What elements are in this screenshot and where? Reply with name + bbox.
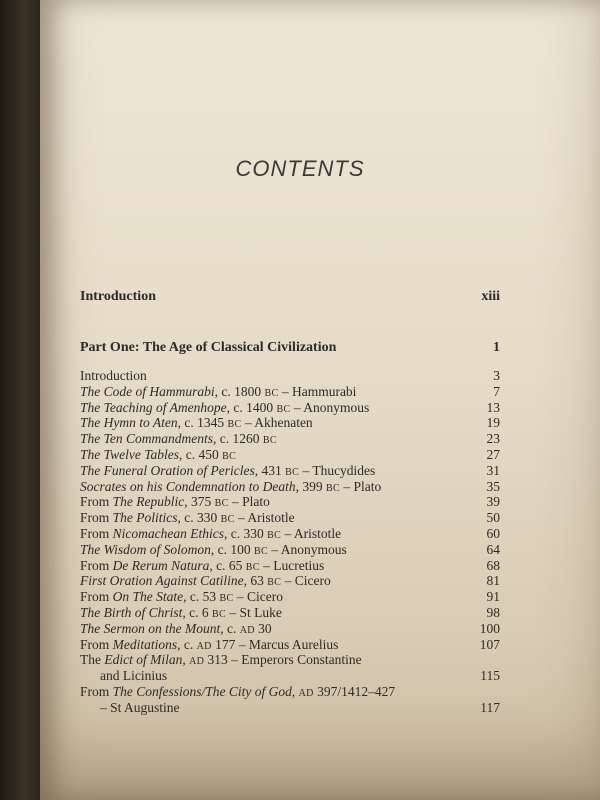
toc-part-one	[80, 339, 500, 357]
toc-entry-page: 60	[486, 526, 500, 541]
toc-entry-title: From The Politics, c. 330 BC – Aristotle	[80, 510, 295, 526]
toc-entry-page: 35	[486, 478, 500, 494]
toc-entry-page: 39	[486, 494, 500, 510]
toc-entry-title: Introduction	[80, 368, 147, 383]
toc-entry-title: From On The State, c. 53 BC – Cicero	[80, 589, 283, 605]
toc-introduction	[80, 288, 500, 306]
toc-entry-page: 23	[486, 431, 500, 447]
toc-entry-title: From De Rerum Natura, c. 65 BC – Lucretius	[80, 557, 325, 573]
toc-entry-title: The Hymn to Aten, c. 1345 BC – Akhenaten	[80, 415, 313, 431]
toc-entry-title: From The Republic, 375 BC – Plato	[80, 494, 270, 510]
toc-entry	[80, 699, 500, 717]
toc-entry-title: The Sermon on the Mount, c. AD 30	[80, 620, 272, 636]
toc-entry-title: The Birth of Christ, c. 6 BC – St Luke	[80, 605, 282, 620]
toc-entry-page: 117	[480, 699, 500, 715]
toc-entry-page: 13	[486, 399, 500, 415]
toc-entry-title: The Edict of Milan, AD 313 – Emperors Constantine	[80, 652, 362, 668]
toc-entry-title: First Oration Against Catiline, 63 BC – Cicero	[80, 573, 331, 589]
toc-entry-page: 31	[486, 462, 500, 478]
toc-entry-title: Socrates on his Condemnation to Death, 399 BC – Plato	[80, 478, 382, 494]
toc-part-one-title: Part One: The Age of Classical Civilization	[80, 340, 337, 355]
toc-entry-page: 81	[486, 573, 500, 589]
toc-entry-title: The Funeral Oration of Pericles, 431 BC – Thucydides	[80, 462, 376, 478]
toc-introduction-page: xiii	[481, 289, 500, 304]
toc-entry-title: The Ten Commandments, c. 1260 BC	[80, 431, 277, 447]
toc-entry-page: 100	[479, 620, 500, 636]
toc-entry-page: 107	[479, 636, 500, 652]
toc-entry-page: 115	[480, 668, 500, 684]
toc-entry-page: 7	[493, 383, 500, 399]
toc-entry-title: From Nicomachean Ethics, c. 330 BC – Aristotle	[80, 526, 342, 541]
toc-entry-page: 91	[486, 589, 500, 605]
toc-entry-page: 98	[486, 605, 500, 620]
toc-entry-page: 3	[493, 368, 500, 383]
toc-entry-title: and Licinius	[100, 668, 168, 684]
toc-entry-page: 64	[486, 541, 500, 557]
toc-entry-title: The Code of Hammurabi, c. 1800 BC – Hammurabi	[80, 383, 357, 399]
toc-entry-title: – St Augustine	[100, 699, 180, 715]
toc-entry-page: 27	[486, 447, 500, 462]
contents-heading: CONTENTS	[235, 156, 365, 181]
toc-introduction-title: Introduction	[80, 289, 156, 304]
toc-part-one-page: 1	[493, 340, 500, 355]
toc-entry-page: 50	[486, 510, 500, 526]
toc-entry-title: The Teaching of Amenhope, c. 1400 BC – Anonymous	[80, 399, 370, 415]
toc-entry-title: From Meditations, c. AD 177 – Marcus Aurelius	[80, 636, 339, 652]
toc-entry-title: From The Confessions/The City of God, AD 397/1412–427	[80, 684, 396, 699]
toc-entry-page: 19	[486, 415, 500, 431]
toc-entry-page: 68	[486, 557, 500, 573]
toc-entry-title: The Wisdom of Solomon, c. 100 BC – Anonymous	[80, 541, 347, 557]
toc-entry-title: The Twelve Tables, c. 450 BC	[80, 447, 237, 462]
